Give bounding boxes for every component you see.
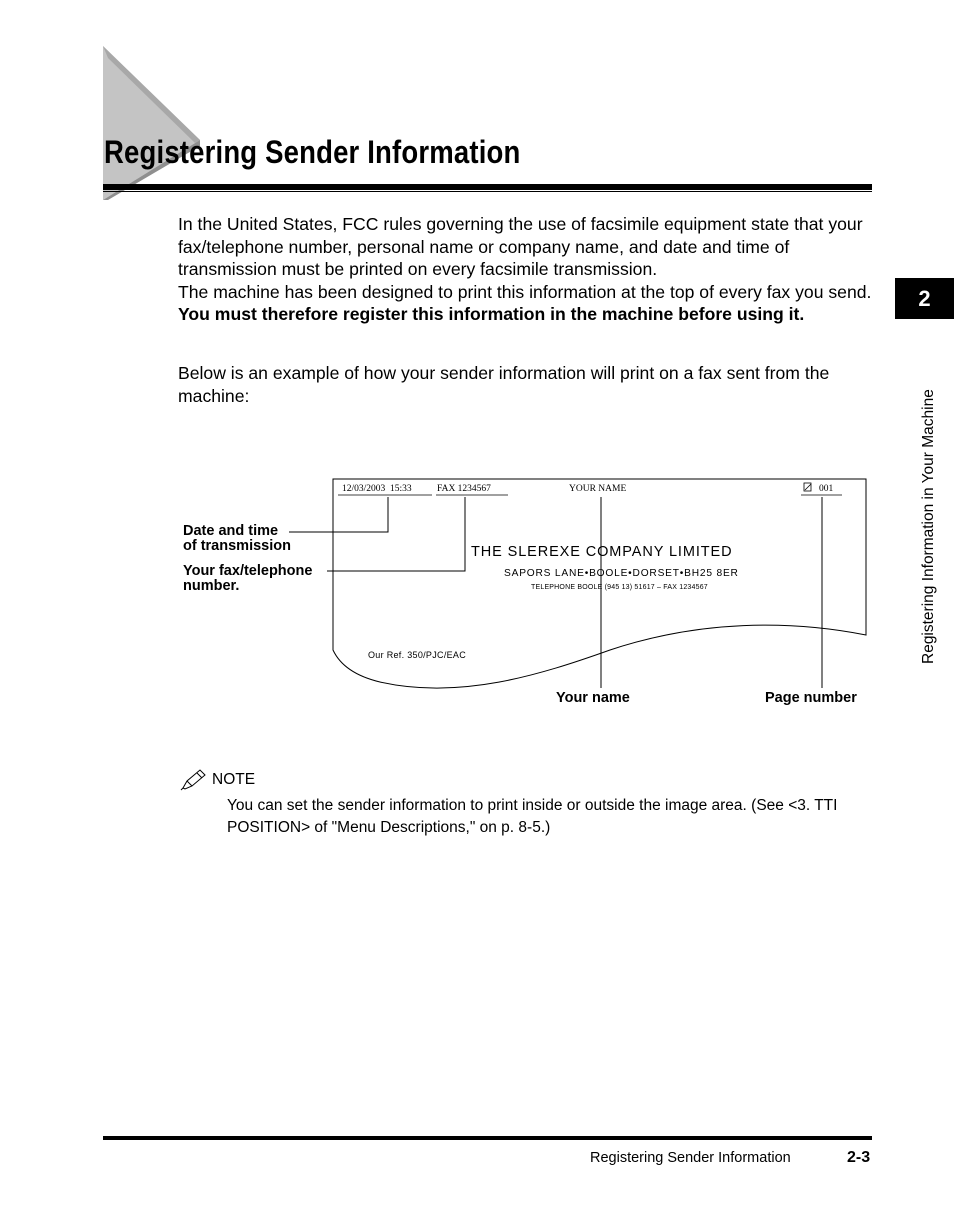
callout-datetime [183, 524, 291, 554]
header-your-name: YOUR NAME [569, 484, 627, 494]
fax-reference: Our Ref. 350/PJC/EAC [368, 650, 467, 660]
callout-page-number: Page number [765, 690, 857, 706]
side-label-text: Registering Information in Your Machine [920, 389, 937, 664]
intro-bold-statement: You must therefore register this information in the machine before using it. [178, 304, 805, 325]
page-title: Registering Sender Information [104, 134, 521, 170]
callout-datetime-line1: Date and time [183, 523, 279, 539]
example-intro-paragraph: Below is an example of how your sender information will print on a fax sent from the machine: [178, 363, 830, 406]
footer-page-number: 2-3 [847, 1149, 871, 1166]
callout-fax-number-line1: Your fax/telephone [183, 563, 313, 579]
intro-paragraph-2: The machine has been designed to print this information at the top of every fax you send. [178, 281, 872, 302]
fax-address: SAPORS LANE•BOOLE•DORSET•BH25 8ER [504, 568, 739, 579]
note-label: NOTE [212, 771, 256, 788]
footer-section-title: Registering Sender Information [590, 1150, 791, 1166]
fax-company-name: THE SLEREXE COMPANY LIMITED [471, 544, 733, 560]
intro-paragraph-1: In the United States, FCC rules governing the use of facsimile equipment state that your fax/telephone number, personal name or company name, and date and time of transmission must be printed on every facsimile transmission. [178, 214, 863, 280]
chapter-tab: 2 [895, 278, 954, 319]
callout-your-name: Your name [556, 690, 630, 706]
pencil-icon [179, 768, 207, 792]
header-fax-number: FAX 1234567 [437, 484, 491, 494]
header-page-number: 001 [819, 484, 834, 494]
callout-fax-number-line2: number. [183, 578, 240, 594]
fax-telephone: TELEPHONE BOOLE (945 13) 51617 – FAX 1234567 [531, 584, 708, 591]
callout-fax-number [183, 564, 312, 594]
footer-rule [103, 1136, 872, 1140]
header-datetime: 12/03/2003 15:33 [342, 484, 412, 494]
callout-datetime-line2: of transmission [183, 538, 291, 554]
note-text: You can set the sender information to print inside or outside the image area. (See <3. TTI POSITION> of "Menu Descriptions," on p. 8-5.) [227, 797, 838, 836]
